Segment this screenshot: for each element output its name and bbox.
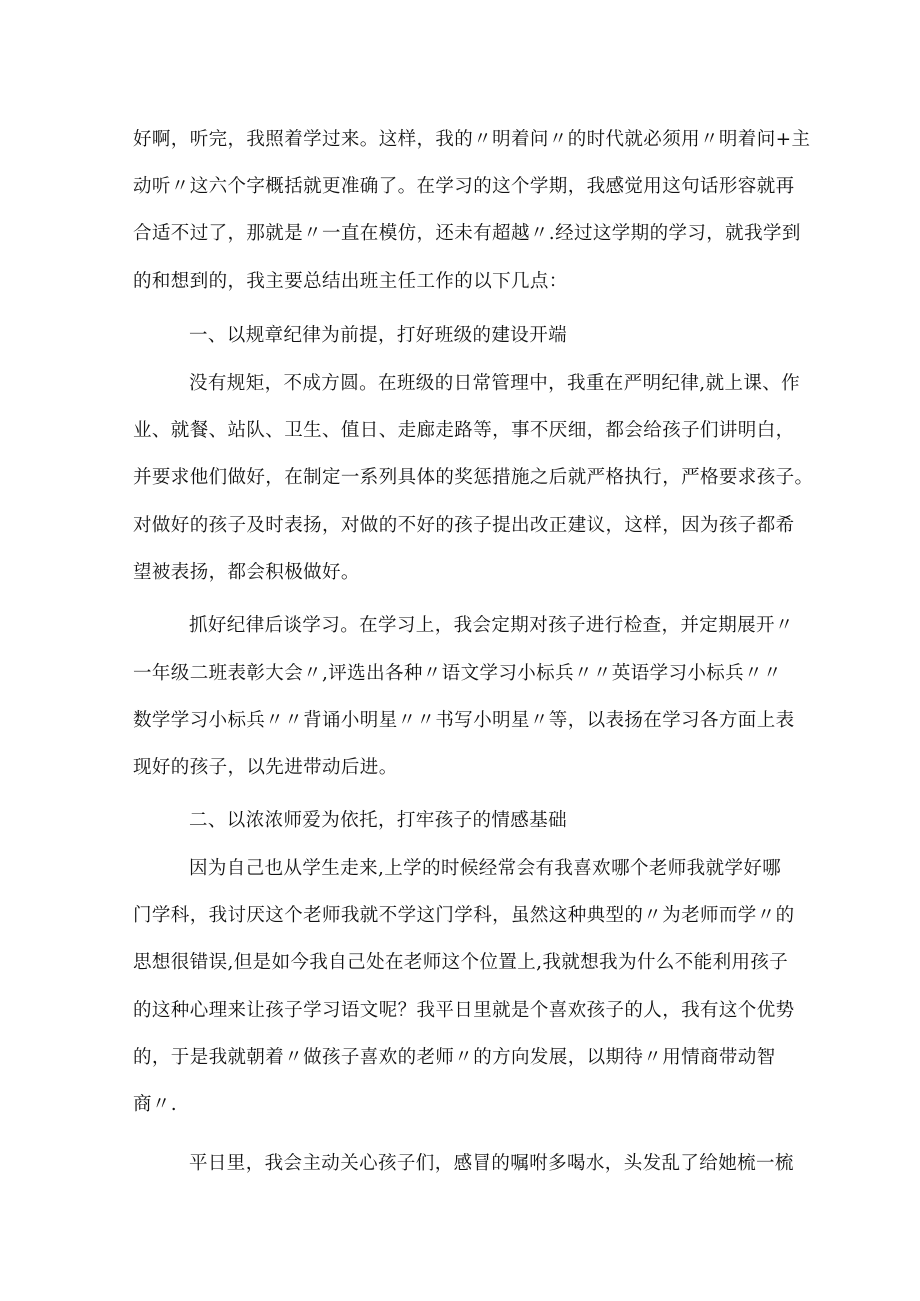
text-line: 好啊，听完，我照着学过来。这样，我的〃明着问〃的时代就必须用〃明着问+主 [133,129,811,150]
text-line: 因为自己也从学生走来,上学的时候经常会有我喜欢哪个老师我就学好哪 [189,858,782,879]
text-line: 动听〃这六个字概括就更准确了。在学习的这个学期，我感觉用这句话形容就再 [133,176,795,197]
text-line: 望被表扬，都会积极做好。 [133,562,360,583]
text-line: 的这种心理来让孩子学习语文呢？我平日里就是个喜欢孩子的人，我有这个优势 [133,1000,795,1021]
text-line: 对做好的孩子及时表扬，对做的不好的孩子提出改正建议，这样，因为孩子都希 [133,515,795,536]
text-line: 合适不过了，那就是〃一直在模仿，还未有超越〃.经过这学期的学习，就我学到 [133,223,801,244]
text-line: 业、就餐、站队、卫生、值日、走廊走路等，事不厌细，都会给孩子们讲明白， [133,420,795,441]
text-line: 一年级二班表彰大会〃,评选出各种〃语文学习小标兵〃〃英语学习小标兵〃〃 [133,663,782,684]
text-line: 的，于是我就朝着〃做孩子喜欢的老师〃的方向发展，以期待〃用情商带动智 [133,1047,776,1068]
text-line: 没有规矩，不成方圆。在班级的日常管理中，我重在严明纪律,就上课、作 [189,373,801,394]
section-heading-1: 一、以规章纪律为前提，打好班级的建设开端 [189,325,568,346]
text-line: 抓好纪律后谈学习。在学习上，我会定期对孩子进行检查，并定期展开〃 [189,615,794,636]
text-line: 现好的孩子，以先进带动后进。 [133,757,398,778]
text-line: 门学科，我讨厌这个老师我就不学这门学科，虽然这种典型的〃为老师而学〃的 [133,905,795,926]
text-line: 平日里，我会主动关心孩子们，感冒的嘱咐多喝水，头发乱了给她梳一梳 [189,1153,794,1174]
text-line: 的和想到的，我主要总结出班主任工作的以下几点： [133,271,568,292]
text-line: 思想很错误,但是如今我自己处在老师这个位置上,我就想我为什么不能利用孩子 [133,952,789,973]
text-line: 数学学习小标兵〃〃背诵小明星〃〃书写小明星〃等，以表扬在学习各方面上表 [133,710,795,731]
section-heading-2: 二、以浓浓师爱为依托，打牢孩子的情感基础 [189,810,568,831]
text-line: 并要求他们做好，在制定一系列具体的奖惩措施之后就严格执行，严格要求孩子。 [133,467,814,488]
text-line: 商〃. [133,1094,178,1115]
